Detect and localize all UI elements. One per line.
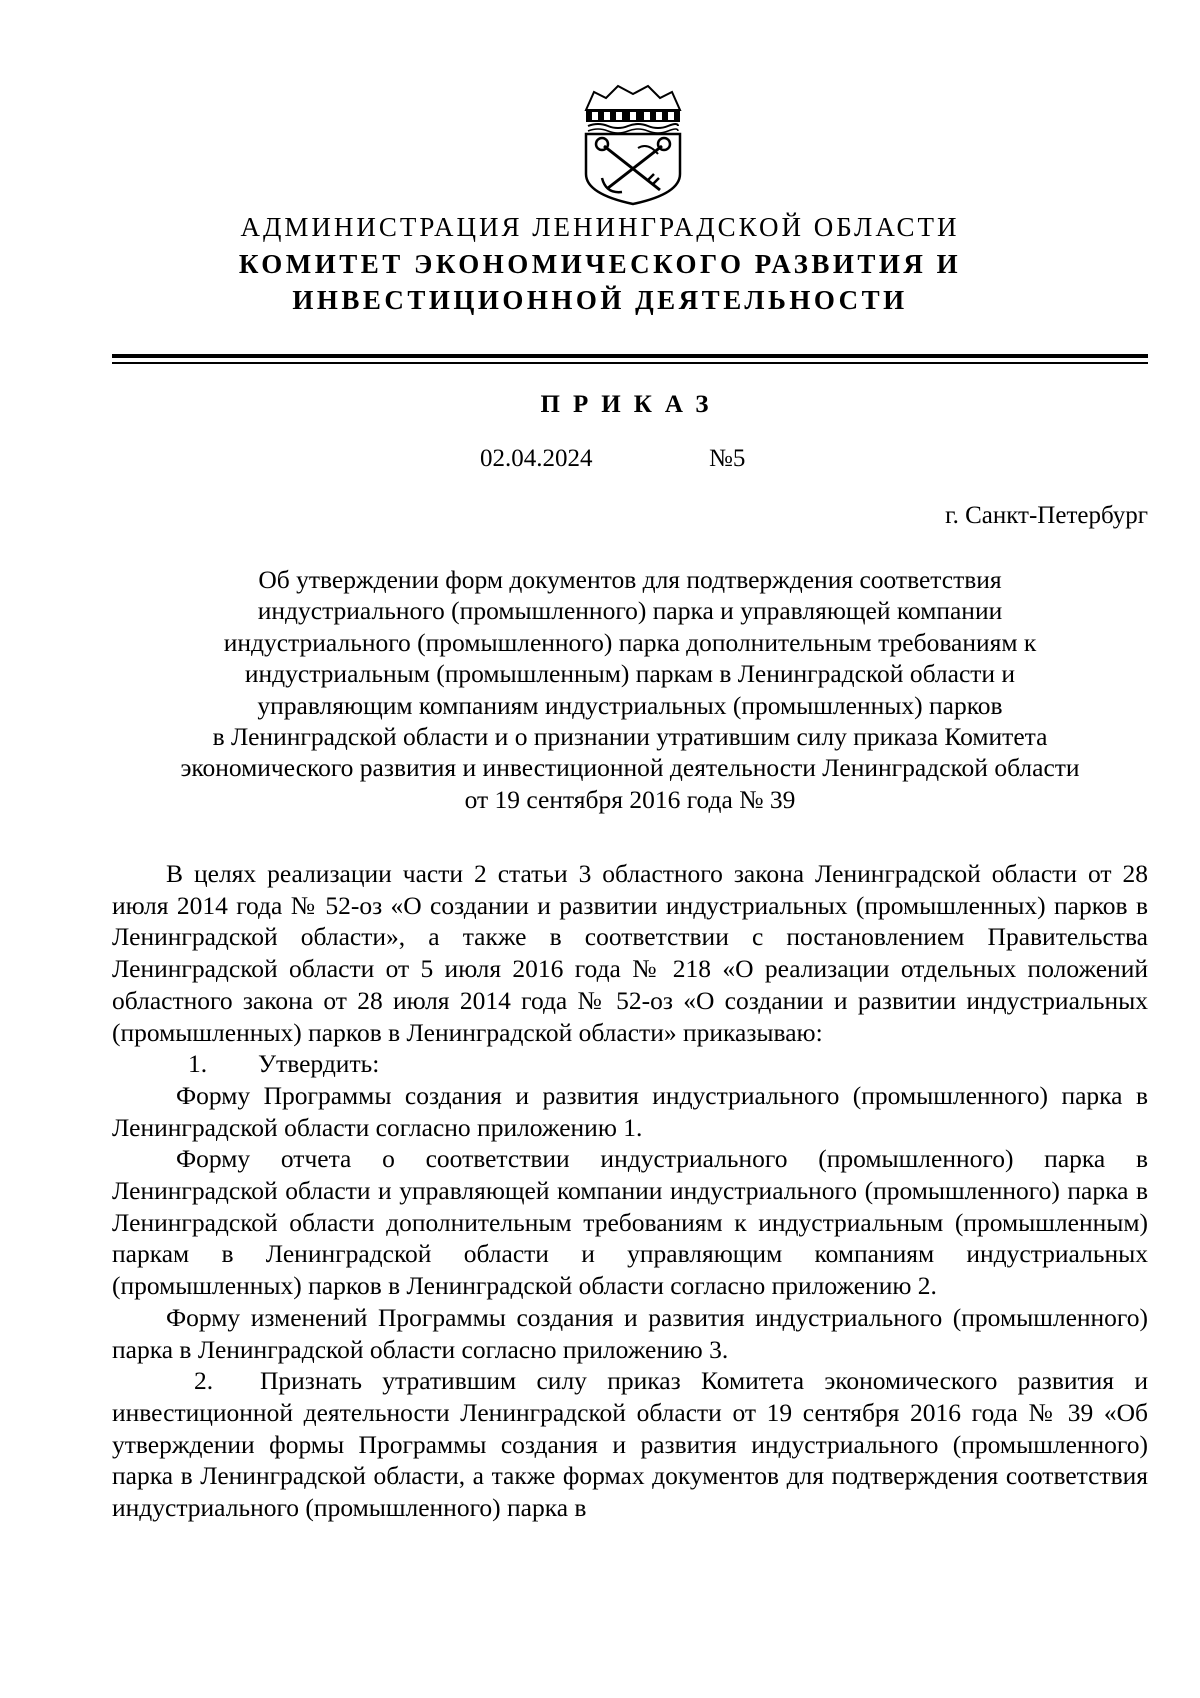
order-number: №5 xyxy=(709,445,746,472)
header-divider-thick xyxy=(112,354,1148,358)
administration-title: АДМИНИСТРАЦИЯ ЛЕНИНГРАДСКОЙ ОБЛАСТИ xyxy=(240,212,960,242)
order-body xyxy=(112,858,1148,1524)
item-1-number: 1. xyxy=(188,1049,208,1079)
item-2-number: 2. xyxy=(194,1366,214,1396)
committee-title-line1: КОМИТЕТ ЭКОНОМИЧЕСКОГО РАЗВИТИЯ И xyxy=(238,249,962,279)
subject-line: управляющим компаниям индустриальных (промышленных) парков xyxy=(257,690,1003,720)
form-1-paragraph: Форму Программы создания и развития индустриального (промышленного) парка в Ленинградской области согласно приложению 1. xyxy=(112,1080,1148,1142)
subject-line: от 19 сентября 2016 года № 39 xyxy=(464,784,796,814)
subject-line: индустриальным (промышленным) паркам в Ленинградской области и xyxy=(244,659,1016,689)
form-2-paragraph: Форму отчета о соответствии индустриального (промышленного) парка в Ленинградской области и управляющей компании индустриального (промышленного) парка в Ленинградской области дополнительным требованиям к индустриальным (промышленным) паркам в Ленинградской области и управляющим компаниям индустриальных (промышленных) парков в Ленинградской области согласно приложению 2. xyxy=(112,1144,1148,1301)
order-date: 02.04.2024 xyxy=(480,445,593,472)
item-1-text: Утвердить: xyxy=(258,1049,380,1079)
item-2 xyxy=(112,1365,1148,1524)
subject-line: индустриального (промышленного) парка и управляющей компании xyxy=(257,596,1003,626)
order-title: ПРИКАЗ xyxy=(540,391,722,418)
leningrad-oblast-coat-of-arms-icon xyxy=(578,82,688,207)
form-3-paragraph: Форму изменений Программы создания и развития индустриального (промышленного) парка в Ленинградской области согласно приложению 3. xyxy=(112,1302,1148,1364)
subject-line: Об утверждении форм документов для подтверждения соответствия xyxy=(258,565,1002,594)
item-1 xyxy=(112,1048,1148,1080)
subject-line: индустриального (промышленного) парка дополнительным требованиям к xyxy=(223,627,1037,657)
item-2-text: Признать утратившим силу приказ Комитета экономического развития и инвестиционной деятельности Ленинградской области от 19 сентября 2016 года № 39 «Об утверждении формы Программы создания и развития индустриального (промышленного) парка в Ленинградской области, а также формах документов для подтверждения соответствия индустриального (промышленного) парка в xyxy=(112,1366,1148,1523)
preamble-paragraph: В целях реализации части 2 статьи 3 областного закона Ленинградской области от 28 июля 2014 года № 52-оз «О создании и развитии индустриальных (промышленных) парков в Ленинградской области», а также в соответствии с постановлением Правительства Ленинградской области от 5 июля 2016 года № 218 «О реализации отдельных положений областного закона от 28 июля 2014 года № 52-оз «О создании и развитии индустриальных (промышленных) парков в Ленинградской области» приказываю: xyxy=(112,859,1148,1047)
order-subject xyxy=(112,564,1148,815)
order-city: г. Санкт-Петербург xyxy=(945,502,1148,529)
subject-line: в Ленинградской области и о признании утратившим силу приказа Комитета xyxy=(212,722,1048,752)
committee-title-line2: ИНВЕСТИЦИОННОЙ ДЕЯТЕЛЬНОСТИ xyxy=(292,285,908,315)
subject-line: экономического развития и инвестиционной деятельности Ленинградской области xyxy=(180,753,1080,783)
header-divider-thin xyxy=(112,362,1148,364)
